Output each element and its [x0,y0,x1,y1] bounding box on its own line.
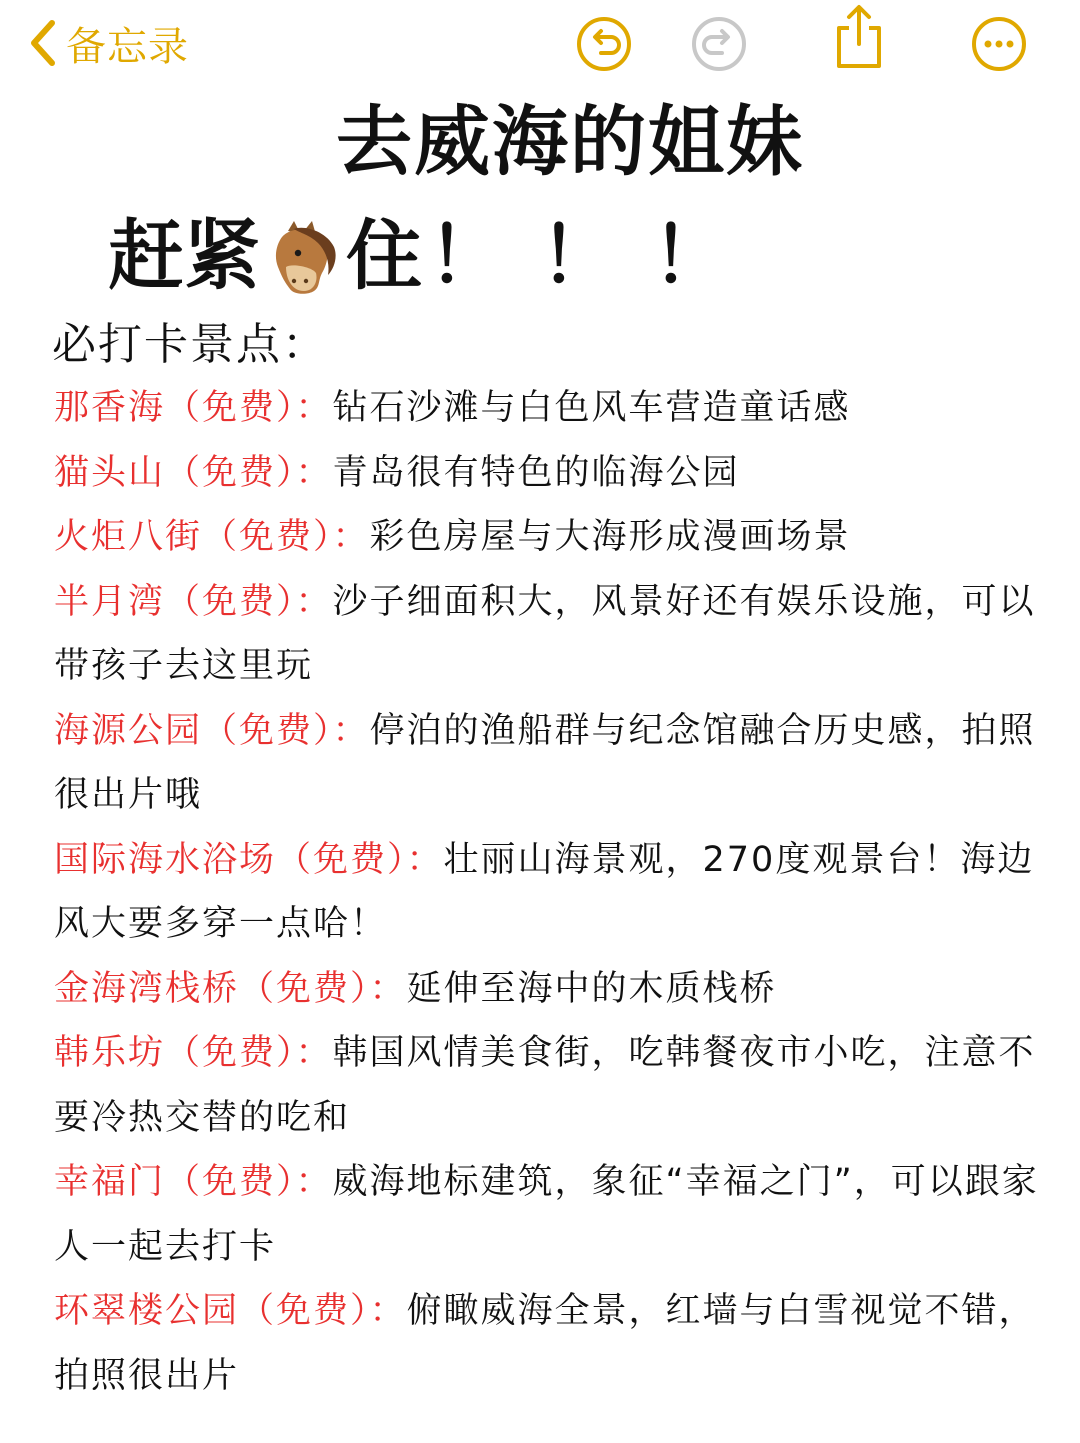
spot-name: 猫头山（免费）： [54,452,333,493]
spot-name: 那香海（免费）： [54,388,333,428]
more-icon [970,15,1028,73]
spot-list [54,376,1044,1408]
spot-description: 钻石沙滩与白色风车营造童话感 [332,388,851,428]
spot-description: 青岛很有特色的临海公园 [332,452,740,493]
list-item [54,1279,1044,1408]
list-item [54,957,1044,1022]
undo-icon [575,15,633,73]
spot-description: 延伸至海中的木质栈桥 [406,968,777,1009]
list-item [54,828,1044,957]
list-item [54,505,1044,570]
section-heading: 必打卡景点： [52,319,328,370]
title-text-before: 赶紧 [108,211,260,300]
spot-name: 火炬八街（免费）： [54,517,370,557]
spot-name: 金海湾栈桥（免费）： [54,968,407,1009]
spot-description: 沙子细面积大，风景好还有娱乐设施，可以带孩子去这里玩 [54,581,1036,686]
chevron-left-icon [28,19,58,67]
undo-button[interactable] [574,14,634,74]
title-exclamation: ！！！ [428,211,764,300]
spot-name: 半月湾（免费）： [54,581,333,622]
share-button[interactable] [829,6,889,66]
note-title-line-1: 去威海的姐妹 [336,97,804,186]
more-button[interactable] [969,14,1029,74]
note-title-line-2 [108,206,764,306]
list-item [54,376,1044,441]
list-item [54,1150,1044,1279]
spot-name: 海源公园（免费）： [54,710,370,751]
spot-name: 国际海水浴场（免费）： [54,839,444,880]
spot-name: 幸福门（免费）： [54,1162,333,1202]
spot-description: 俯瞰威海全景，红墙与白雪视觉不错，拍照很出片 [54,1291,1036,1396]
spot-name: 韩乐坊（免费）： [54,1033,333,1073]
horse-face-icon [264,217,342,295]
navigation-bar [0,0,1080,90]
spot-description: 停泊的渔船群与纪念馆融合历史感，拍照很出片哦 [54,710,1036,815]
list-item [54,1021,1044,1150]
spot-description: 壮丽山海景观，270度观景台！海边风大要多穿一点哈！ [54,839,1035,944]
spot-description: 彩色房屋与大海形成漫画场景 [369,517,851,557]
spot-description: 威海地标建筑，象征“幸福之门”，可以跟家人一起去打卡 [54,1162,1039,1267]
spot-name: 环翠楼公园（免费）： [54,1291,407,1331]
back-label: 备忘录 [66,23,189,70]
redo-icon [690,15,748,73]
spot-description: 韩国风情美食街，吃韩餐夜市小吃，注意不要冷热交替的吃和 [54,1033,1036,1138]
list-item [54,570,1044,699]
list-item [54,441,1044,506]
share-icon [831,2,887,70]
redo-button[interactable] [689,14,749,74]
list-item [54,699,1044,828]
back-button[interactable] [28,14,189,72]
title-text-after: 住 [346,211,422,300]
